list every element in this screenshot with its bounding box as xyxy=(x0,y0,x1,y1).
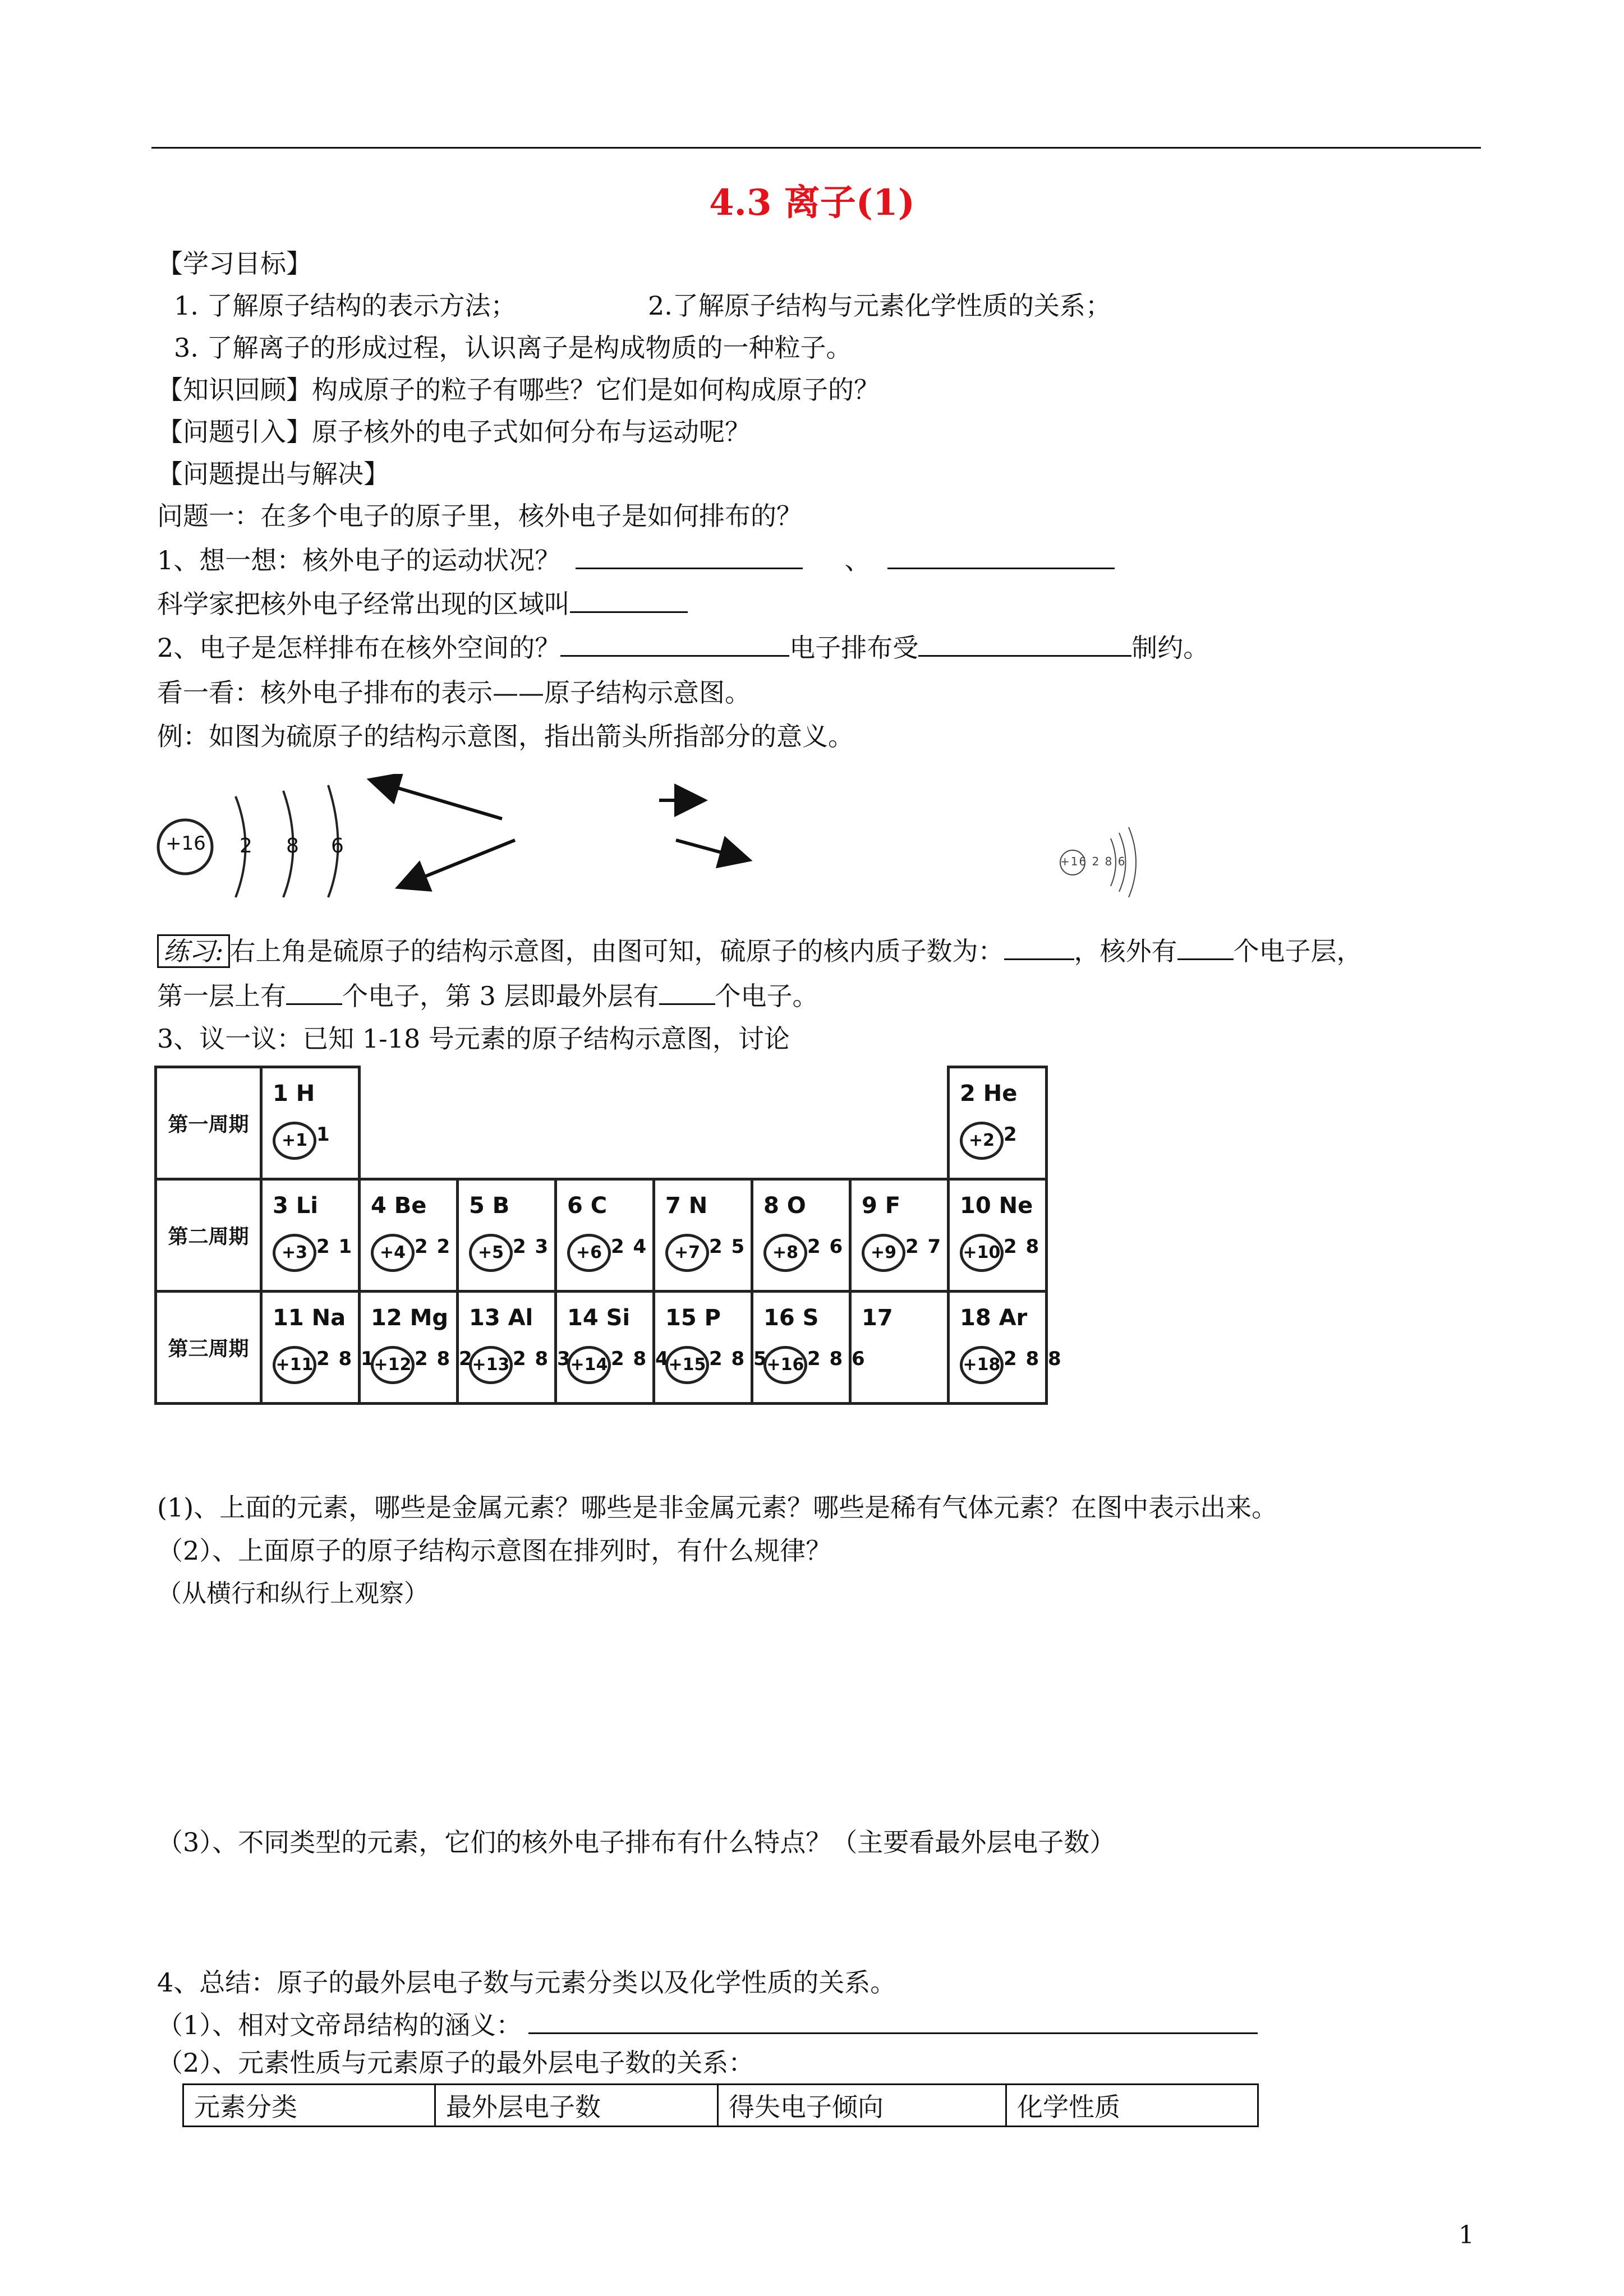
element-symbol: 6 C xyxy=(567,1193,608,1219)
think-text: 1、想一想：核外电子的运动状况？ xyxy=(157,545,561,575)
think-blank-1[interactable] xyxy=(576,543,803,569)
summary-text-1: （1）、相对文帝昂结构的涵义： xyxy=(157,2010,522,2040)
summary-blank-1[interactable] xyxy=(528,2008,1258,2034)
element-electrons: 2 5 xyxy=(709,1235,746,1258)
small-arc-3 xyxy=(1129,827,1136,897)
element-h xyxy=(261,1067,360,1179)
element-p xyxy=(654,1292,768,1404)
element-electrons: 2 8 4 xyxy=(611,1348,670,1370)
table-header-classification: 元素分类 xyxy=(183,2085,435,2127)
element-si xyxy=(556,1292,670,1404)
header-rule xyxy=(151,147,1481,149)
element-electrons: 2 8 8 xyxy=(1004,1348,1062,1370)
region-blank[interactable] xyxy=(570,587,688,613)
element-be xyxy=(360,1179,458,1292)
intro-question: 【问题引入】原子核外的电子式如何分布与运动呢？ xyxy=(157,417,751,447)
small-sulfur-label: +16 2 8 6 xyxy=(1060,855,1126,868)
element-s xyxy=(752,1292,866,1404)
objectives-heading: 【学习目标】 xyxy=(157,248,312,279)
element-symbol: 16 S xyxy=(763,1305,819,1331)
sulfur-shell-2: 8 xyxy=(286,835,299,857)
table-header-electron-tendency: 得失电子倾向 xyxy=(718,2085,1006,2127)
practice-text-d: 第一层上有 xyxy=(157,981,286,1011)
element-na xyxy=(261,1292,375,1404)
practice-text-e: 个电子，第 3 层即最外层有 xyxy=(342,981,659,1011)
arrow-down-right xyxy=(676,840,746,859)
arrange-text-a: 2、电子是怎样排布在核外空间的？ xyxy=(157,633,561,663)
element-nucleus: +1 xyxy=(273,1122,316,1160)
element-ar xyxy=(949,1292,1062,1404)
think-line xyxy=(157,543,1115,577)
element-electrons: 2 8 6 xyxy=(807,1348,866,1370)
practice-line-2 xyxy=(157,979,818,1013)
objective-1: 1. 了解原子结构的表示方法； xyxy=(174,291,517,321)
element-o xyxy=(752,1179,850,1292)
think-blank-2[interactable] xyxy=(887,543,1115,569)
period-3-label: 第三周期 xyxy=(156,1292,261,1404)
element-electrons: 1 xyxy=(316,1123,331,1146)
sulfur-shell-1: 2 xyxy=(240,835,252,857)
practice-line-1 xyxy=(157,934,1363,968)
element-symbol: 18 Ar xyxy=(960,1305,1028,1331)
element-symbol: 11 Na xyxy=(273,1305,346,1331)
element-nucleus: +11 xyxy=(273,1346,316,1384)
summary-heading: 4、总结：原子的最外层电子数与元素分类以及化学性质的关系。 xyxy=(157,1967,896,1998)
element-nucleus: +3 xyxy=(273,1234,316,1272)
think-separator: 、 xyxy=(844,545,871,575)
element-symbol: 5 B xyxy=(469,1193,510,1219)
element-symbol: 17 xyxy=(862,1305,893,1331)
element-c xyxy=(556,1179,654,1292)
sub-question-1: (1)、上面的元素，哪些是金属元素？哪些是非金属元素？哪些是稀有气体元素？在图中表示出来。 xyxy=(157,1492,1278,1523)
element-f xyxy=(850,1179,949,1292)
region-text: 科学家把核外电子经常出现的区域叫 xyxy=(157,589,570,619)
table-header-outer-electrons: 最外层电子数 xyxy=(435,2085,718,2127)
element-nucleus: +8 xyxy=(763,1234,807,1272)
element-symbol: 9 F xyxy=(862,1193,901,1219)
element-nucleus: +7 xyxy=(665,1234,709,1272)
page-title: 4.3 离子(1) xyxy=(709,182,915,224)
practice-blank-protons[interactable] xyxy=(1004,934,1074,960)
solve-heading: 【问题提出与解决】 xyxy=(157,459,389,489)
arrange-blank-1[interactable] xyxy=(560,630,789,657)
period-1-label: 第一周期 xyxy=(156,1067,261,1179)
page-number: 1 xyxy=(1459,2221,1474,2249)
summary-line-1 xyxy=(157,2008,1258,2042)
element-nucleus: +2 xyxy=(960,1122,1004,1160)
sub-question-2: （2）、上面原子的原子结构示意图在排列时，有什么规律？ xyxy=(157,1536,832,1566)
element-symbol: 4 Be xyxy=(371,1193,427,1219)
periodic-table-1-18 xyxy=(154,1066,1062,1405)
element-nucleus: +16 xyxy=(763,1346,807,1384)
element-cl[interactable] xyxy=(850,1292,949,1404)
element-nucleus: +15 xyxy=(665,1346,709,1384)
region-line xyxy=(157,587,688,621)
practice-text-a: 右上角是硫原子的结构示意图，由图可知，硫原子的核内质子数为： xyxy=(229,936,1004,966)
element-electrons: 2 8 1 xyxy=(316,1348,375,1370)
element-al xyxy=(458,1292,572,1404)
review-question: 【知识回顾】构成原子的粒子有哪些？它们是如何构成原子的？ xyxy=(157,375,880,405)
sulfur-structure-diagram xyxy=(151,774,1161,903)
element-nucleus: +10 xyxy=(960,1234,1004,1272)
element-b xyxy=(458,1179,556,1292)
example-text: 例：如图为硫原子的结构示意图，指出箭头所指部分的意义。 xyxy=(157,721,854,751)
element-he xyxy=(949,1067,1047,1179)
element-nucleus: +9 xyxy=(862,1234,905,1272)
practice-text-f: 个电子。 xyxy=(715,981,818,1011)
question-one: 问题一：在多个电子的原子里，核外电子是如何排布的？ xyxy=(157,501,802,531)
practice-text-c: 个电子层， xyxy=(1233,936,1363,966)
element-symbol: 3 Li xyxy=(273,1193,318,1219)
element-electrons: 2 2 xyxy=(415,1235,452,1258)
discuss-text: 3、议一议：已知 1-18 号元素的原子结构示意图，讨论 xyxy=(157,1023,790,1054)
element-electrons: 2 8 2 xyxy=(415,1348,473,1370)
element-nucleus: +4 xyxy=(371,1234,415,1272)
element-electrons: 2 xyxy=(1004,1123,1018,1146)
look-text: 看一看：核外电子排布的表示——原子结构示意图。 xyxy=(157,677,751,708)
element-symbol: 8 O xyxy=(763,1193,806,1219)
objective-2: 2.了解原子结构与元素化学性质的关系； xyxy=(648,291,1111,321)
element-nucleus: +12 xyxy=(371,1346,415,1384)
element-ne xyxy=(949,1179,1047,1292)
element-electrons: 2 6 xyxy=(807,1235,844,1258)
element-li xyxy=(261,1179,360,1292)
element-nucleus: +18 xyxy=(960,1346,1004,1384)
practice-blank-outer[interactable] xyxy=(659,979,715,1005)
element-symbol: 1 H xyxy=(273,1081,315,1106)
practice-blank-first[interactable] xyxy=(286,979,342,1005)
element-nucleus: +13 xyxy=(469,1346,513,1384)
element-symbol: 14 Si xyxy=(567,1305,631,1331)
element-mg xyxy=(360,1292,473,1404)
sub-question-3: （3）、不同类型的元素，它们的核外电子排布有什么特点？（主要看最外层电子数） xyxy=(157,1827,1116,1857)
element-symbol: 10 Ne xyxy=(960,1193,1033,1219)
element-electrons: 2 8 5 xyxy=(709,1348,768,1370)
period-1-gap xyxy=(360,1067,949,1179)
arrange-text-c: 制约。 xyxy=(1131,633,1209,663)
practice-text-b: ，核外有 xyxy=(1074,936,1177,966)
element-electrons: 2 1 xyxy=(316,1235,353,1258)
element-symbol: 15 P xyxy=(665,1305,721,1331)
arrange-text-b: 电子排布受 xyxy=(789,633,919,663)
element-nucleus: +5 xyxy=(469,1234,513,1272)
element-nucleus: +6 xyxy=(567,1234,611,1272)
arrow-down-left xyxy=(401,840,515,886)
table-header-chemical-property: 化学性质 xyxy=(1006,2085,1258,2127)
element-electrons: 2 7 xyxy=(905,1235,942,1258)
sulfur-nucleus-label: +16 xyxy=(165,832,206,855)
element-symbol: 2 He xyxy=(960,1081,1018,1106)
arrange-line xyxy=(157,630,1209,665)
sub-question-2-hint: （从横行和纵行上观察） xyxy=(157,1579,429,1608)
objective-3: 3. 了解离子的形成过程，认识离子是构成物质的一种粒子。 xyxy=(174,333,852,363)
practice-blank-layers[interactable] xyxy=(1177,934,1234,960)
arrow-up-left xyxy=(373,781,502,819)
element-symbol: 7 N xyxy=(665,1193,708,1219)
arrange-blank-2[interactable] xyxy=(918,630,1131,657)
element-electrons: 2 4 xyxy=(611,1235,648,1258)
element-nucleus: +14 xyxy=(567,1346,611,1384)
sulfur-shell-3: 6 xyxy=(331,835,344,857)
practice-label: 练习: xyxy=(157,934,230,968)
element-electrons: 2 3 xyxy=(513,1235,550,1258)
period-2-label: 第二周期 xyxy=(156,1179,261,1292)
element-electrons: 2 8 3 xyxy=(513,1348,572,1370)
element-symbol: 12 Mg xyxy=(371,1305,449,1331)
element-n xyxy=(654,1179,752,1292)
element-property-table xyxy=(182,2083,1259,2127)
summary-text-2: （2）、元素性质与元素原子的最外层电子数的关系： xyxy=(157,2048,755,2078)
element-symbol: 13 Al xyxy=(469,1305,533,1331)
element-electrons: 2 8 xyxy=(1004,1235,1041,1258)
